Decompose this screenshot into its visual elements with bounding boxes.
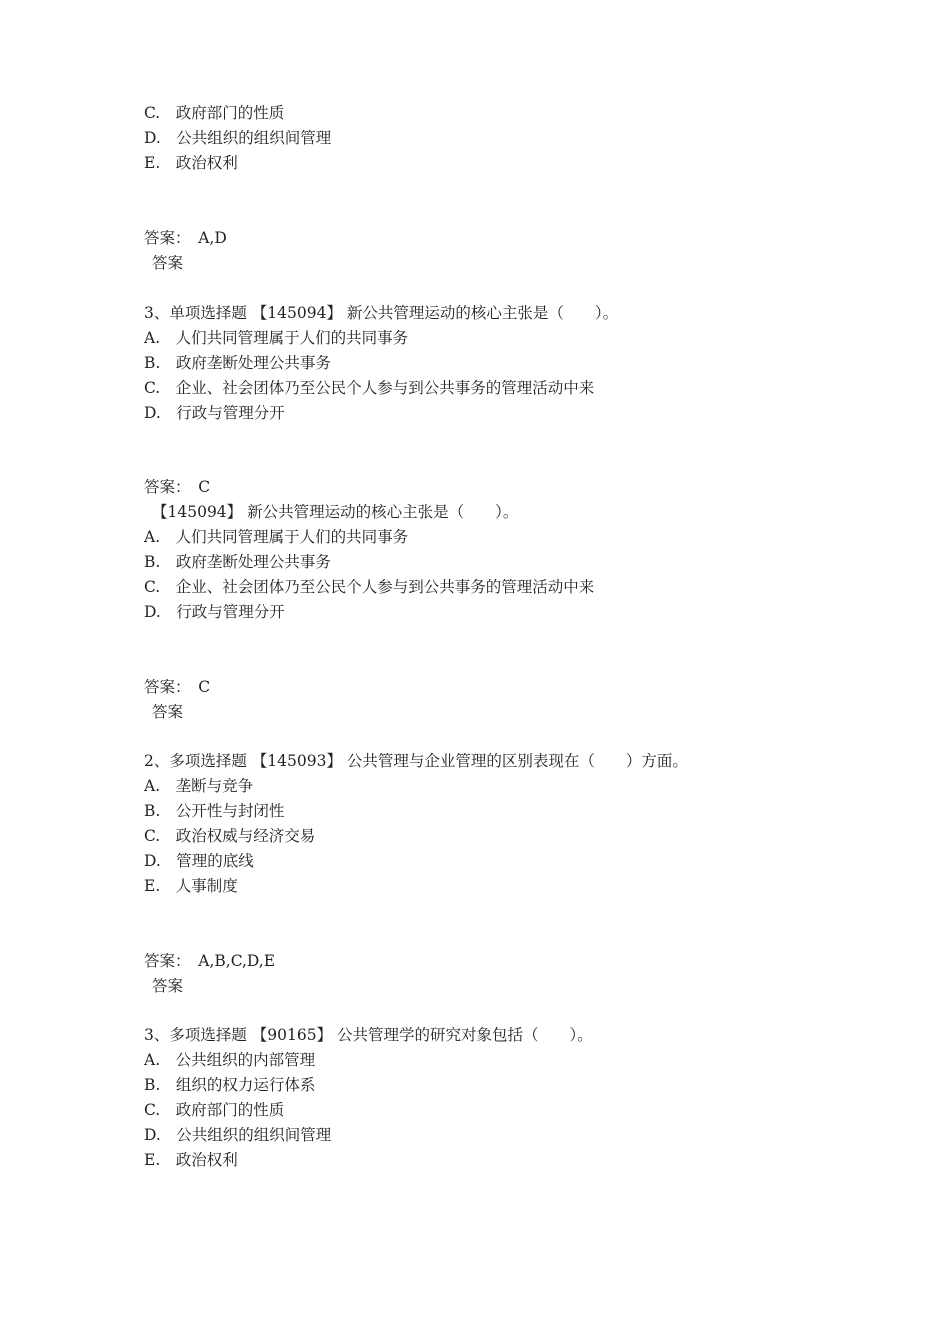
answer-line: 答案： A,B,C,D,E [144,952,276,970]
option-line: C. 政治权威与经济交易 [144,827,316,845]
option-line: D. 行政与管理分开 [144,404,285,422]
option-line: B. 政府垄断处理公共事务 [144,354,331,372]
option-line: D. 公共组织的组织间管理 [144,1126,332,1144]
answer-line: 答案： A,D [144,229,227,247]
question-line: 2、多项选择题 【145093】 公共管理与企业管理的区别表现在（ ）方面。 [144,752,688,770]
option-line: A. 公共组织的内部管理 [144,1051,316,1069]
answer-heading: 答案 [152,254,184,272]
answer-heading: 答案 [152,703,184,721]
option-line: B. 公开性与封闭性 [144,802,285,820]
option-line: E. 政治权利 [144,1151,238,1169]
option-line: C. 企业、社会团体乃至公民个人参与到公共事务的管理活动中来 [144,379,595,397]
option-line: A. 人们共同管理属于人们的共同事务 [144,528,409,546]
option-line: C. 政府部门的性质 [144,1101,285,1119]
option-line: B. 政府垄断处理公共事务 [144,553,331,571]
option-line: B. 组织的权力运行体系 [144,1076,316,1094]
option-line: C. 政府部门的性质 [144,104,285,122]
option-line: C. 企业、社会团体乃至公民个人参与到公共事务的管理活动中来 [144,578,595,596]
question-line: 3、单项选择题 【145094】 新公共管理运动的核心主张是（ ）。 [144,304,619,322]
question-line: 3、多项选择题 【90165】 公共管理学的研究对象包括（ ）。 [144,1026,593,1044]
option-line: D. 行政与管理分开 [144,603,285,621]
answer-line: 答案： C [144,478,211,496]
question-line: 【145094】 新公共管理运动的核心主张是（ ）。 [152,503,519,521]
option-line: D. 管理的底线 [144,852,254,870]
answer-heading: 答案 [152,977,184,995]
option-line: A. 垄断与竞争 [144,777,254,795]
option-line: A. 人们共同管理属于人们的共同事务 [144,329,409,347]
option-line: E. 政治权利 [144,154,238,172]
option-line: D. 公共组织的组织间管理 [144,129,332,147]
option-line: E. 人事制度 [144,877,238,895]
answer-line: 答案： C [144,678,211,696]
